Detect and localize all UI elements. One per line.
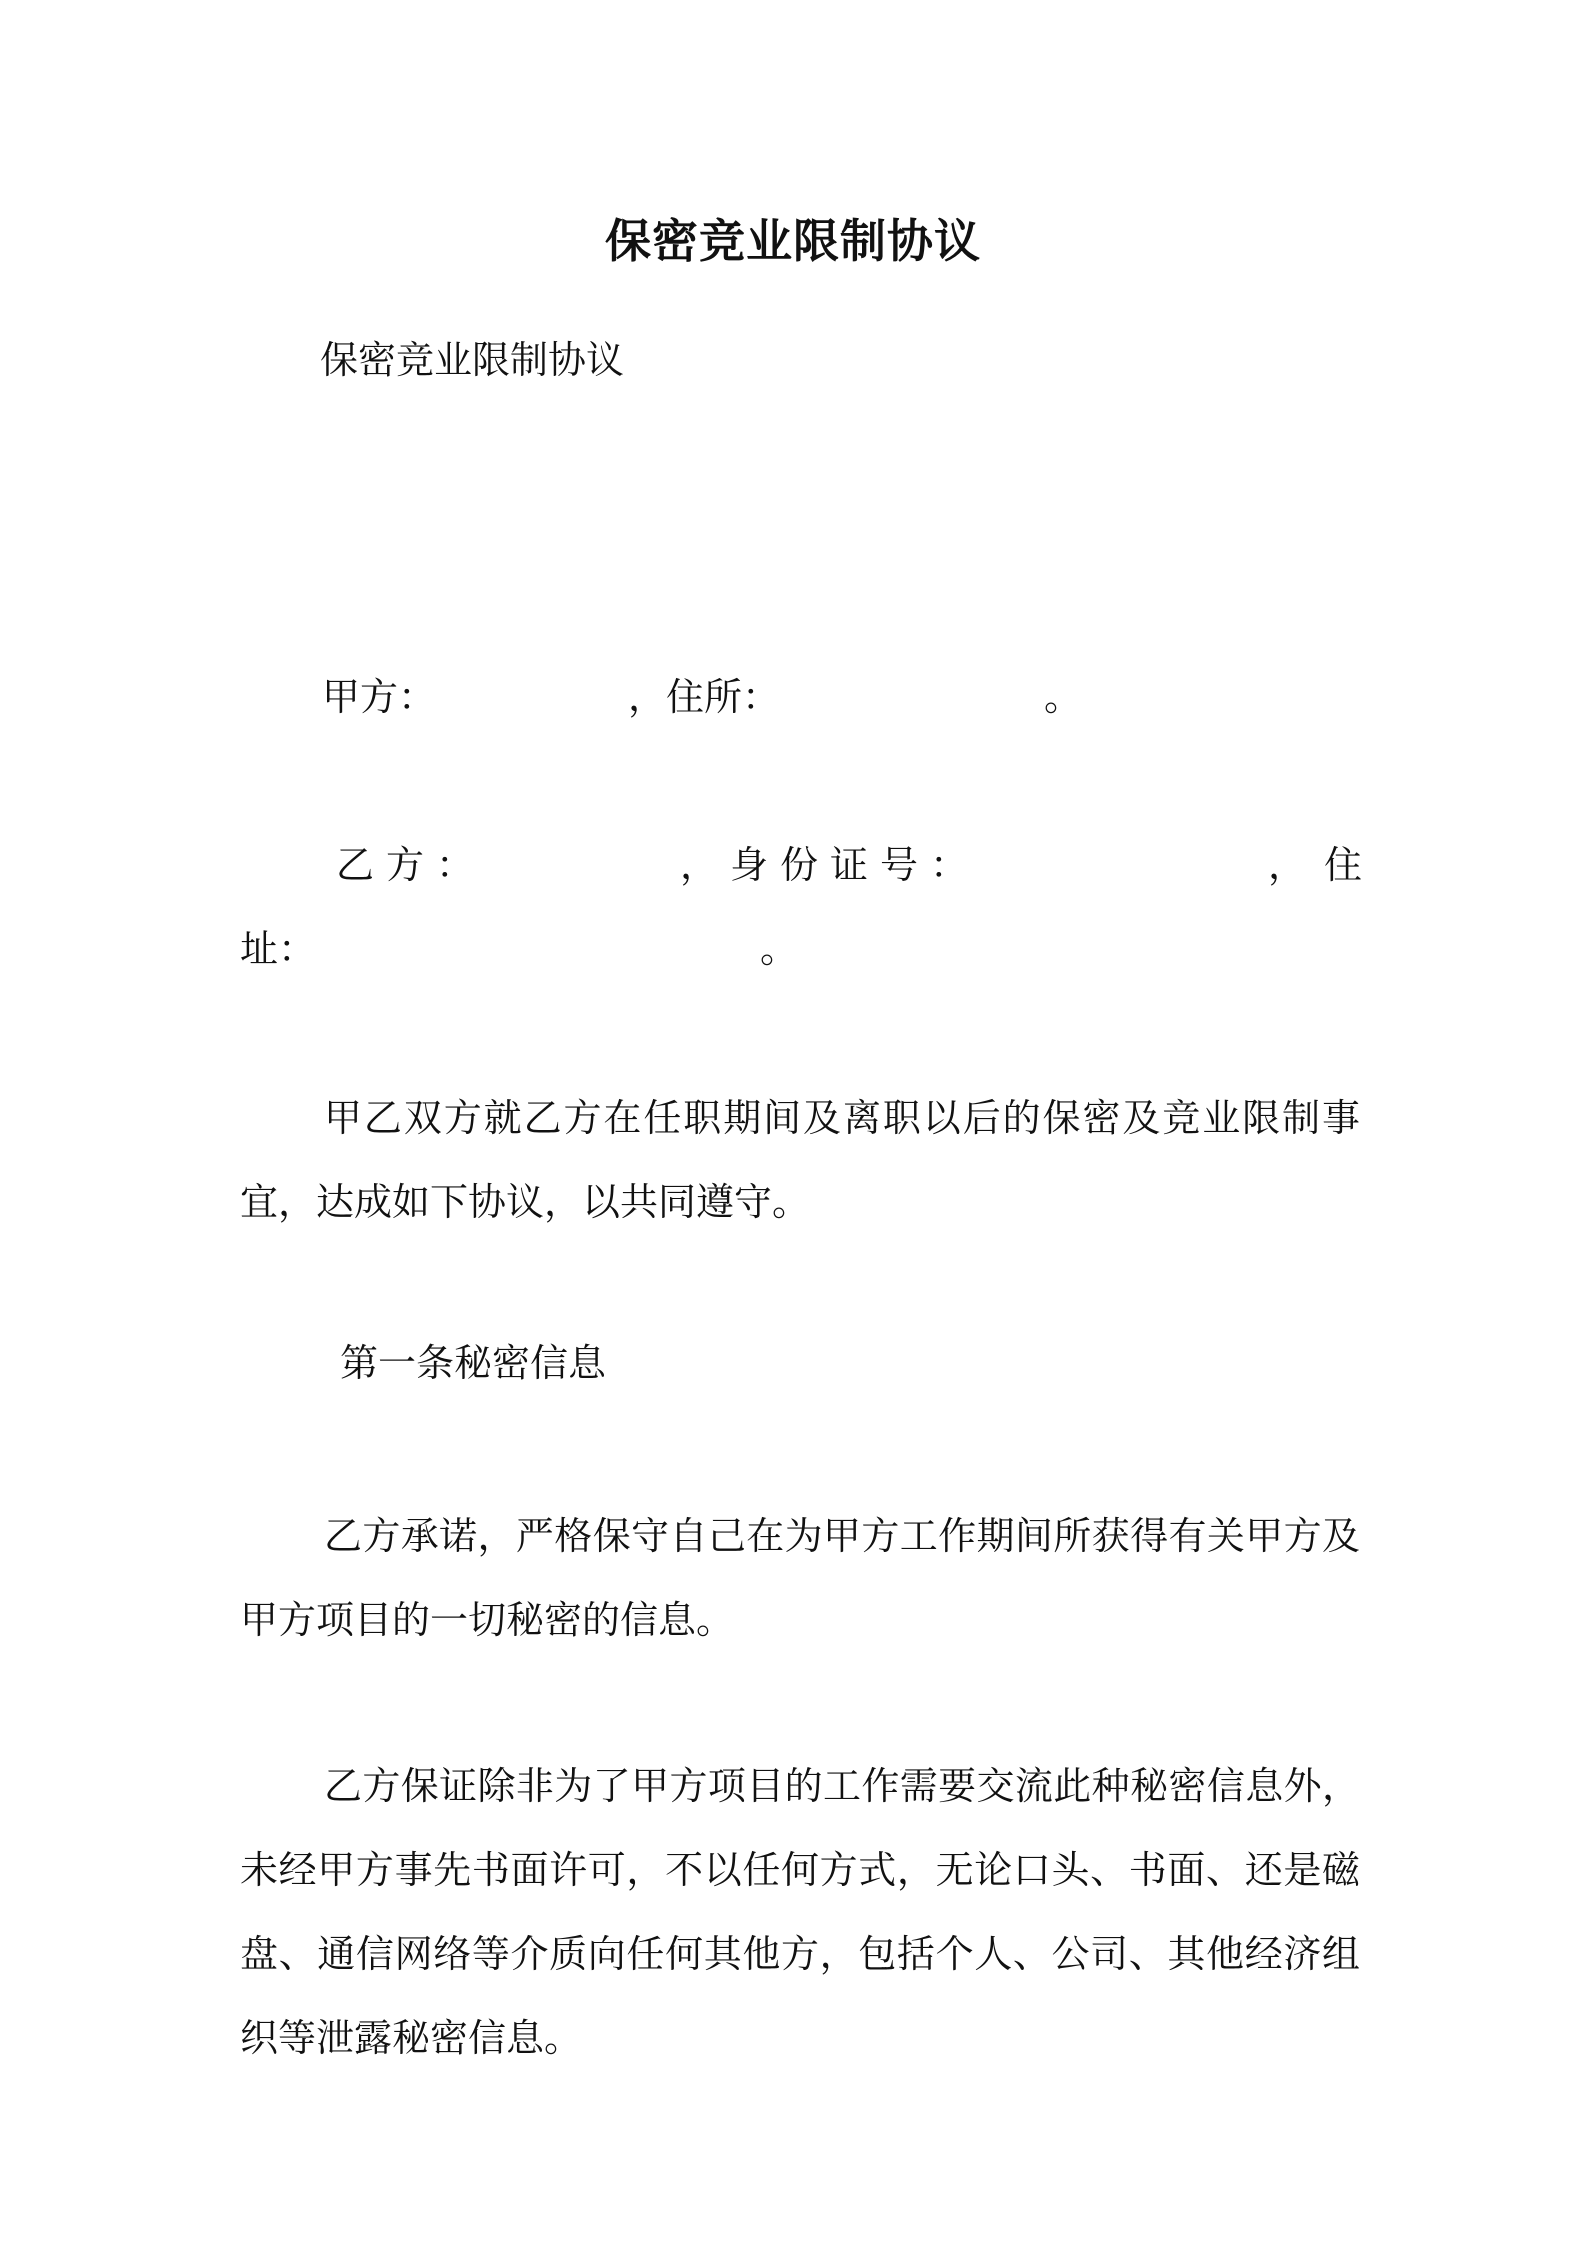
document-title: 保密竞业限制协议 — [605, 214, 981, 268]
article-1-paragraph-2: 乙方保证除非为了甲方项目的工作需要交流此种秘密信息外，未经甲方事先书面许可，不以任何方式，无论口头、书面、还是磁盘、通信网络等介质向任何其他方，包括个人、公司、其他经济组织等泄露秘密信息。 — [240, 1764, 1360, 2060]
article-1-heading: 第一条秘密信息 — [340, 1341, 607, 1385]
intro-paragraph: 甲乙双方就乙方在任职期间及离职以后的保密及竞业限制事宜，达成如下协议，以共同遵守。 — [240, 1096, 1360, 1224]
party-b-label: 乙方： — [336, 843, 487, 887]
party-b-id-label: ，身份证号： — [680, 843, 981, 887]
party-b-address-label: ，住 — [1268, 843, 1381, 887]
party-b-address-label-cont: 址： — [240, 927, 317, 971]
party-a-address-label: ，住所： — [628, 675, 781, 719]
party-b-end: 。 — [760, 927, 799, 971]
party-a-end: 。 — [1044, 675, 1083, 719]
article-1-paragraph-1: 乙方承诺，严格保守自己在为甲方工作期间所获得有关甲方及甲方项目的一切秘密的信息。 — [240, 1514, 1360, 1642]
party-a-label: 甲方： — [322, 675, 437, 719]
document-subtitle: 保密竞业限制协议 — [320, 338, 625, 382]
